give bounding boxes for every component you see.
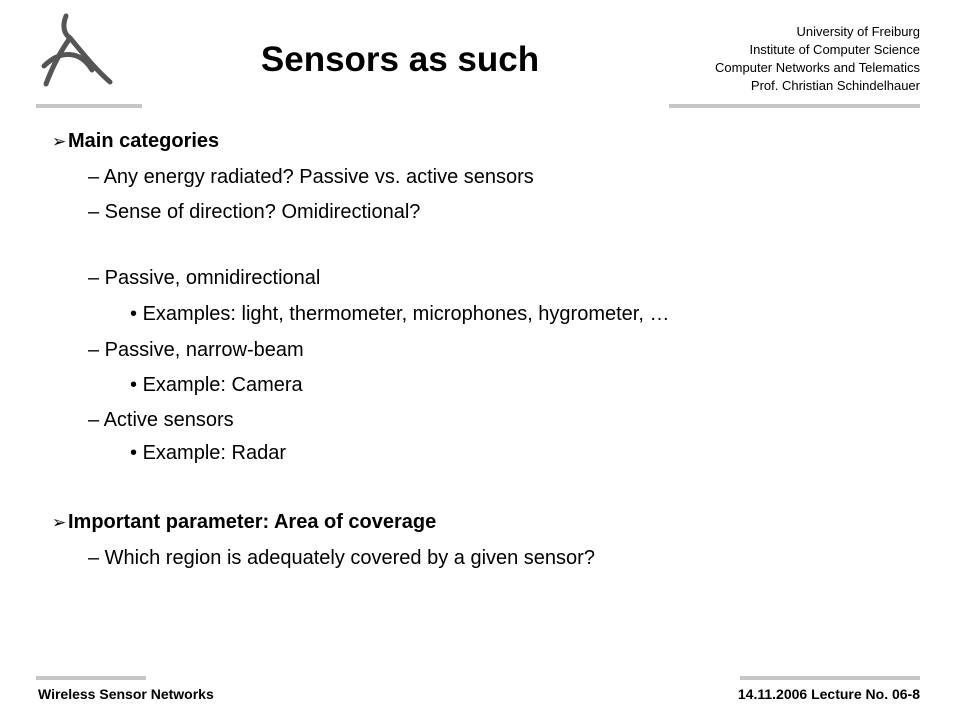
affiliation-line: Institute of Computer Science — [749, 42, 920, 57]
sub-item: – Active sensors — [88, 409, 234, 431]
arrow-bullet-icon: ➢ — [52, 132, 67, 151]
dot-item — [130, 374, 303, 397]
page-title: Sensors as such — [260, 40, 540, 79]
footer-course: Wireless Sensor Networks — [38, 686, 214, 702]
bullet-important-parameter — [52, 511, 436, 534]
sub-item: – Passive, omnidirectional — [88, 267, 321, 289]
sub-item: – Which region is adequately covered by a given sensor? — [88, 547, 595, 569]
bullet-main-categories — [52, 130, 219, 153]
dot-item-text: Examples: light, thermometer, microphones, hygrometer, … — [142, 303, 670, 325]
dot-bullet-icon: • — [130, 303, 138, 325]
dot-bullet-icon: • — [130, 374, 138, 396]
affiliation — [715, 23, 920, 95]
sub-item: – Sense of direction? Omidirectional? — [88, 201, 421, 223]
affiliation-line: University of Freiburg — [796, 24, 920, 39]
dot-item-text: Example: Radar — [142, 442, 286, 464]
bullet-text: Important parameter: Area of coverage — [68, 511, 437, 533]
dot-item-text: Example: Camera — [142, 374, 303, 396]
footer-rule-left — [36, 676, 146, 680]
dot-bullet-icon: • — [130, 442, 138, 464]
footer-rule-right — [740, 676, 920, 680]
header-rule-right — [669, 104, 920, 108]
dot-item — [130, 303, 669, 326]
header-rule-left — [36, 104, 142, 108]
bullet-text: Main categories — [68, 130, 220, 152]
sub-item: – Any energy radiated? Passive vs. active sensors — [88, 166, 534, 188]
footer-lecture: 14.11.2006 Lecture No. 06-8 — [737, 686, 920, 702]
sub-item: – Passive, narrow-beam — [88, 339, 304, 361]
affiliation-line: Prof. Christian Schindelhauer — [750, 78, 920, 93]
affiliation-line: Computer Networks and Telematics — [715, 60, 920, 75]
dot-item — [130, 442, 286, 465]
arrow-bullet-icon: ➢ — [52, 513, 67, 532]
